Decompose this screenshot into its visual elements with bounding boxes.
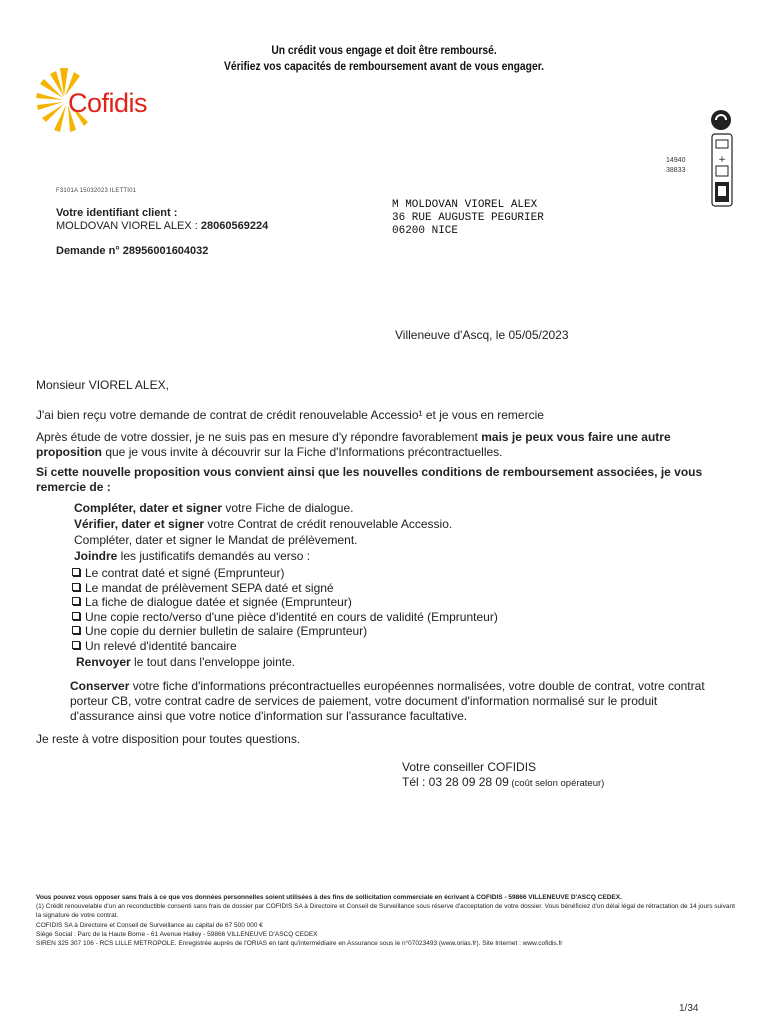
client-name: MOLDOVAN VIOREL ALEX :	[56, 220, 201, 232]
checklist-text: La fiche de dialogue datée et signée (Emprunteur)	[85, 595, 352, 609]
signature-line-1: Votre conseiller COFIDIS	[402, 760, 537, 774]
checkbox-icon	[72, 597, 80, 605]
warning-line-1: Un crédit vous engage et doit être remboursé.	[271, 43, 497, 57]
demande-number-line	[56, 245, 208, 257]
client-id-number: 28060569224	[200, 220, 269, 232]
step-item	[74, 516, 452, 532]
phone-note: (coût selon opérateur)	[508, 778, 605, 789]
step-text: les justificatifs demandés au verso :	[117, 549, 311, 563]
step-bold: Joindre	[74, 549, 118, 563]
paragraph-2	[36, 430, 726, 460]
conserver-bold: Conserver	[70, 679, 130, 693]
checkbox-icon	[72, 626, 80, 634]
step-text: Compléter, dater et signer le Mandat de prélèvement.	[74, 533, 358, 547]
demande-number: 28956001604032	[122, 245, 209, 257]
steps-list	[74, 500, 452, 564]
svg-text:+: +	[718, 155, 726, 165]
demande-label: Demande n°	[56, 245, 123, 257]
code-1: 14940	[666, 157, 686, 164]
sorting-codes	[666, 156, 685, 176]
cofidis-logo	[36, 66, 176, 138]
footer-line-3: COFIDIS SA à Directoire et Conseil de Surveillance au capital de 67 500 000 €	[36, 921, 263, 929]
address-line-3: 06200 NICE	[392, 225, 459, 237]
step-item	[74, 500, 452, 516]
paragraph-2-text-c: que je vous invite à découvrir sur la Fiche d'Informations précontractuelles.	[102, 445, 503, 459]
footer-line-5: SIREN 325 307 106 - RCS LILLE METROPOLE. Enregistrée auprès de l'ORIAS en tant qu'intermédiaire en Assurance sous le n°07023493 (www.orias.fr). Site Internet : www.cofidis.fr	[36, 940, 563, 948]
step-bold: Compléter, dater et signer	[74, 501, 223, 515]
page-number: 1/34	[679, 1003, 699, 1014]
footer-line-2: (1) Crédit renouvelable d'un an reconductible consenti sans frais de dossier par COFIDIS SA à Directoire et Conseil de Surveillance sous réserve d'acceptation de votre dossier. Vous bénéficiez d'un délai légal de rétractation de 14 jours suivant la signature de votre contrat.	[36, 903, 735, 920]
recycling-icons	[706, 108, 736, 208]
checklist-text: Le contrat daté et signé (Emprunteur)	[85, 566, 285, 580]
paragraph-2-text-a: Après étude de votre dossier, je ne suis pas en mesure d'y répondre favorablement	[36, 430, 482, 444]
address-line-1: M MOLDOVAN VIOREL ALEX	[392, 199, 538, 211]
postal-address	[392, 199, 544, 238]
checklist-item	[74, 610, 498, 625]
reference-code: F3101A 15032023 ILETTI01	[56, 188, 137, 194]
closing-sentence: Je reste à votre disposition pour toutes questions.	[36, 732, 301, 746]
code-2: 38833	[666, 167, 686, 174]
checklist-text: Un relevé d'identité bancaire	[85, 638, 237, 653]
step-item	[74, 548, 452, 564]
checkbox-icon	[72, 641, 80, 649]
documents-checklist	[74, 566, 498, 653]
salutation: Monsieur VIOREL ALEX,	[36, 378, 169, 392]
recycle-icon	[706, 108, 736, 208]
step-text: votre Fiche de dialogue.	[222, 501, 354, 515]
renvoyer-text: le tout dans l'enveloppe jointe.	[130, 655, 296, 669]
step-bold: Vérifier, dater et signer	[74, 517, 205, 531]
renvoyer-bold: Renvoyer	[76, 655, 131, 669]
step-text: votre Contrat de crédit renouvelable Accessio.	[204, 517, 453, 531]
checklist-item	[74, 581, 498, 596]
paragraph-1: J'ai bien reçu votre demande de contrat de crédit renouvelable Accessio¹ et je vous en remercie	[36, 408, 544, 422]
logo-wordmark: Cofidis	[68, 88, 148, 118]
renvoyer-line	[76, 655, 295, 669]
checkbox-icon	[72, 568, 80, 576]
signature-phone	[402, 775, 604, 791]
letter-date: Villeneuve d'Ascq, le 05/05/2023	[395, 328, 569, 342]
checklist-text: Le mandat de prélèvement SEPA daté et signé	[85, 580, 334, 595]
warning-line-2: Vérifiez vos capacités de remboursement avant de vous engager.	[223, 59, 545, 73]
legal-footer	[36, 893, 736, 948]
client-info	[56, 207, 268, 233]
checklist-item	[74, 624, 498, 639]
signature-block	[402, 760, 604, 791]
address-line-2: 36 RUE AUGUSTE PEGURIER	[392, 212, 544, 224]
client-id-label: Votre identifiant client :	[56, 207, 178, 219]
step-item	[74, 532, 452, 548]
footer-line-4: Siège Social : Parc de la Haute Borne - 61 Avenue Halley - 59866 VILLENEUVE D'ASCQ CEDEX	[36, 930, 318, 938]
paragraph-2-bold: mais je peux vous faire une autre proposition	[36, 430, 671, 459]
footer-line-1: Vous pouvez vous opposer sans frais à ce que vos données personnelles soient utilisées à des fins de sollicitation commerciale en écrivant à COFIDIS - 59866 VILLENEUVE D'ASCQ CEDEX.	[36, 894, 622, 901]
checklist-item	[74, 566, 498, 581]
paragraph-3: Si cette nouvelle proposition vous convient ainsi que les nouvelles conditions de remboursement associées, je vous remercie de :	[36, 465, 703, 494]
client-id-line	[56, 220, 268, 233]
checkbox-icon	[72, 612, 80, 620]
checklist-text: Une copie du dernier bulletin de salaire (Emprunteur)	[85, 624, 368, 638]
paragraph-conserver	[70, 679, 720, 724]
phone-number: Tél : 03 28 09 28 09	[402, 775, 509, 789]
checklist-item	[74, 639, 498, 654]
checklist-text: Une copie recto/verso d'une pièce d'identité en cours de validité (Emprunteur)	[85, 609, 498, 624]
checklist-item	[74, 595, 498, 610]
conserver-text: votre fiche d'informations précontractuelles européennes normalisées, votre double de contrat, votre contrat porteur CB, votre contrat cadre de services de paiement, votre document d'information normalisé sur le produit d'assurance ainsi que votre notice d'information sur l'assurance facultative.	[70, 679, 705, 723]
checkbox-icon	[72, 583, 80, 591]
